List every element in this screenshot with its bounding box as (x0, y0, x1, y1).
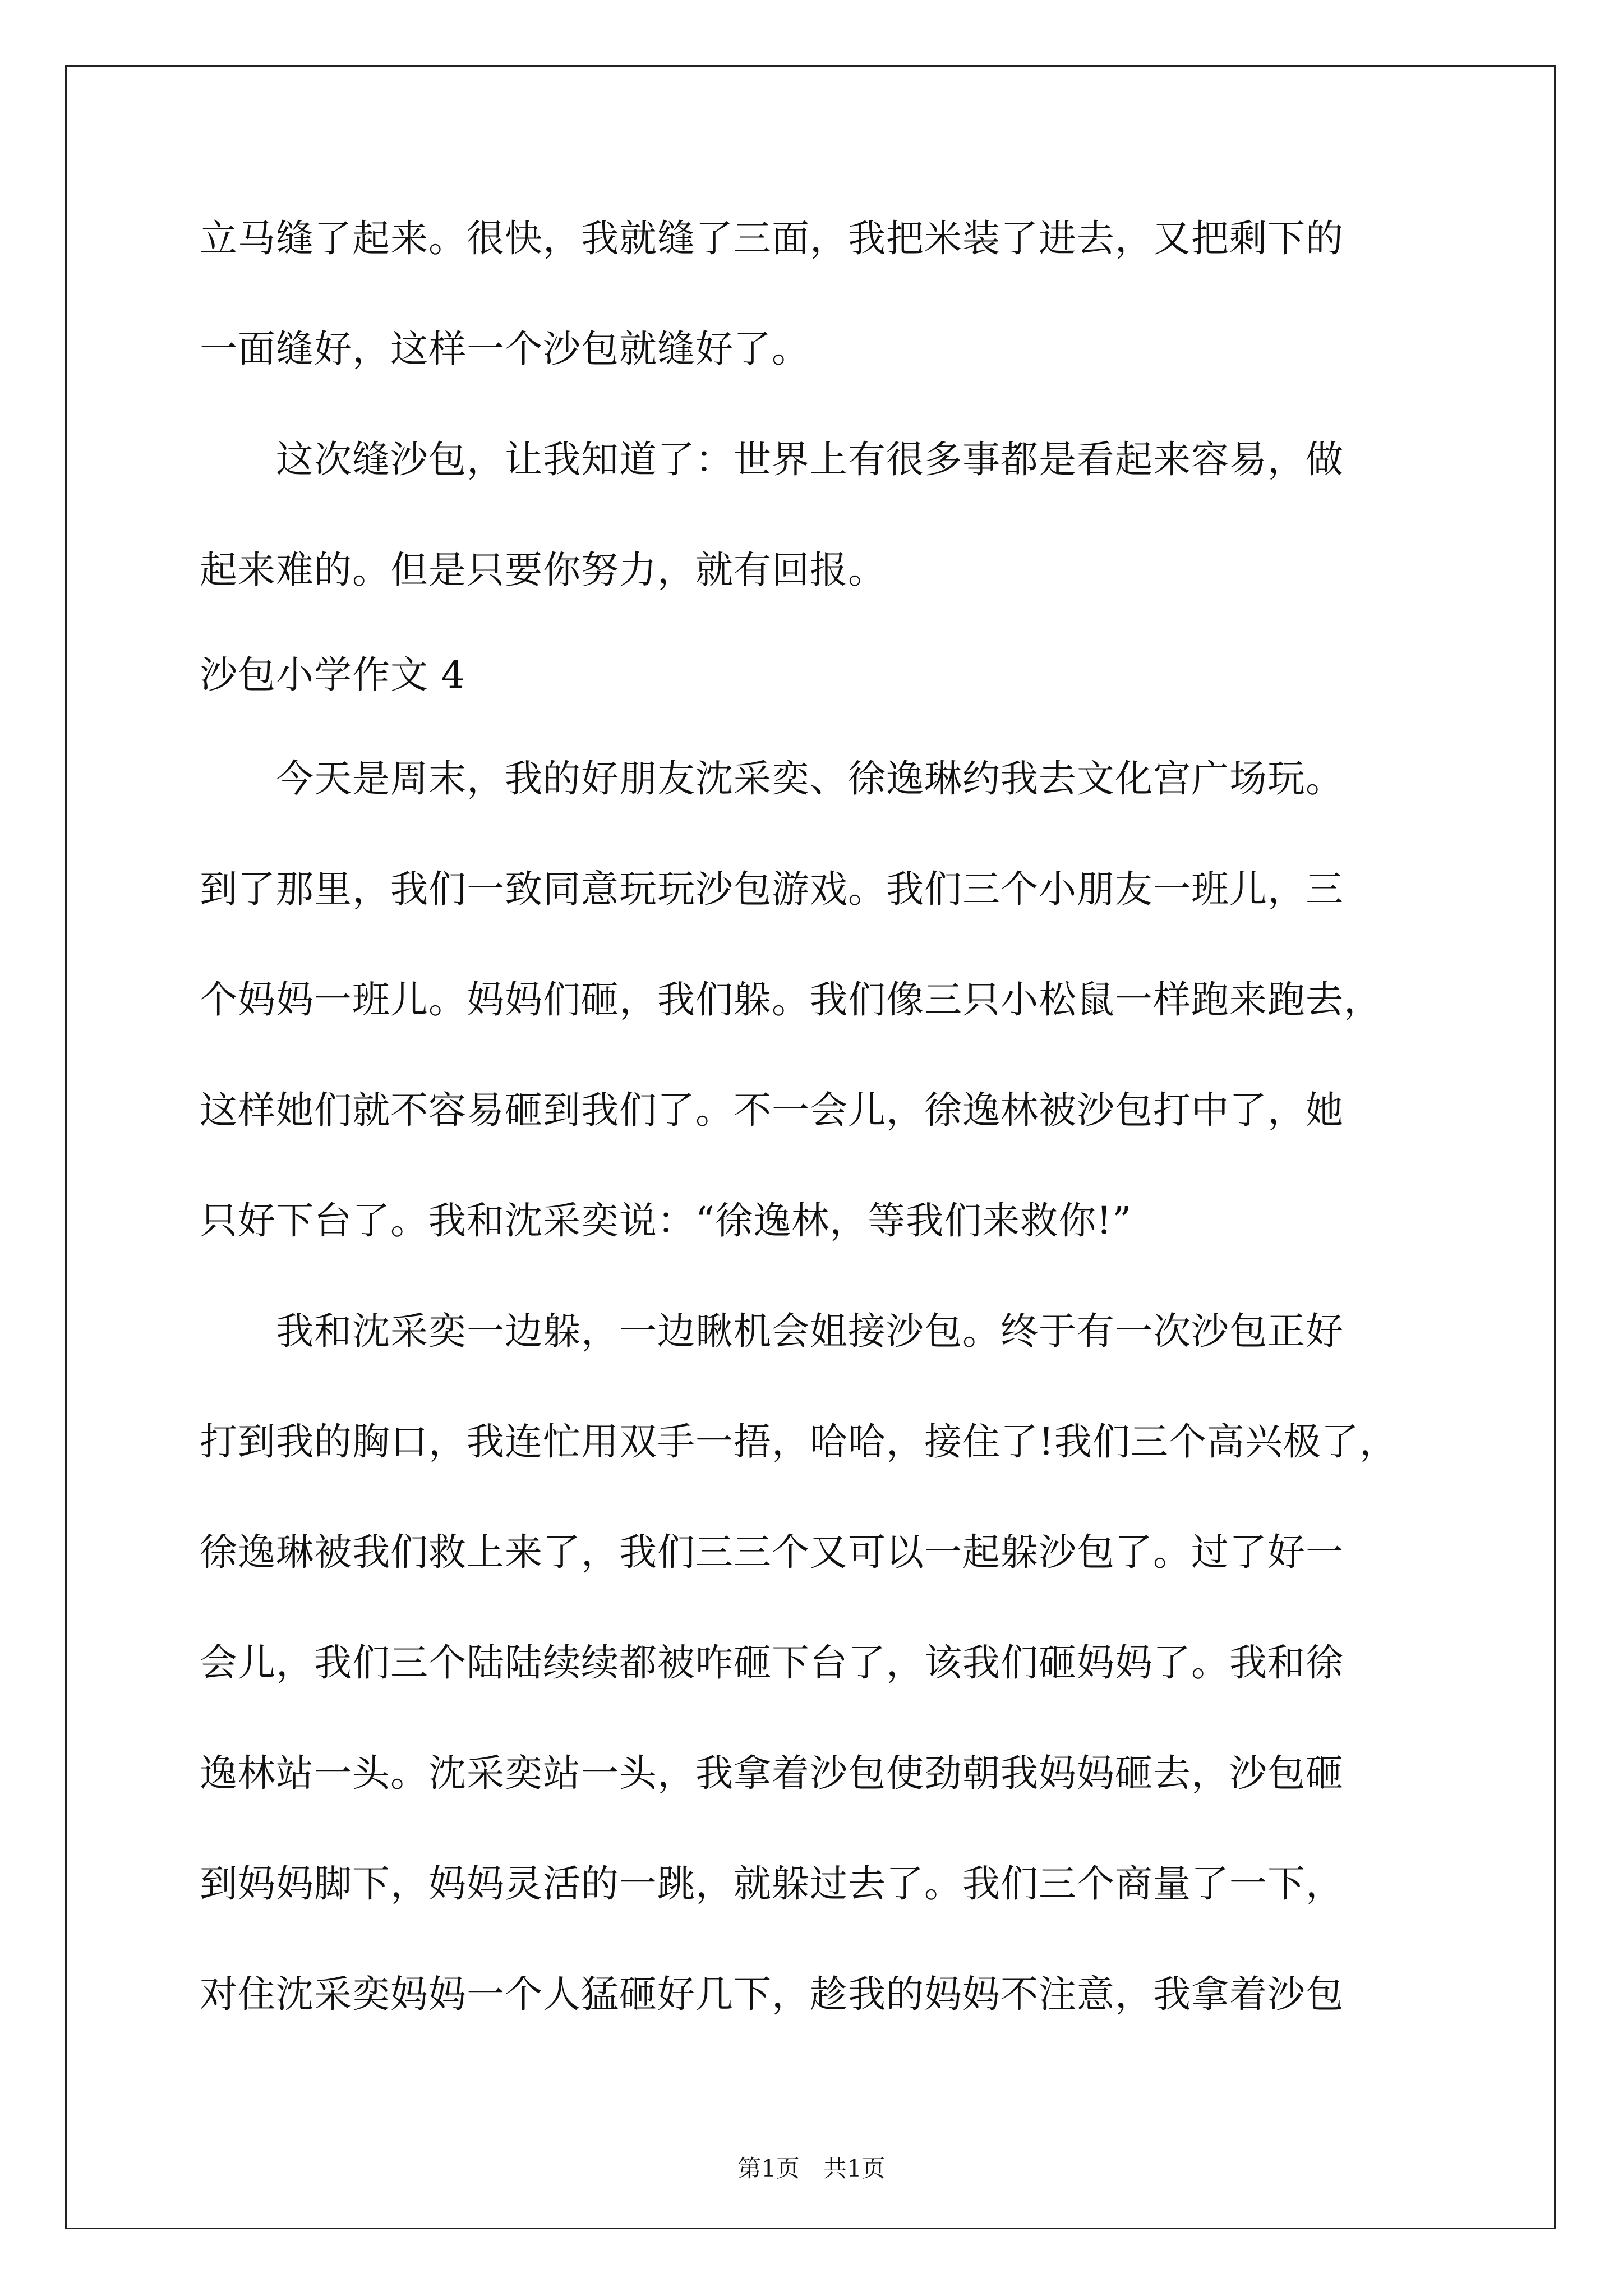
text-line: 这次缝沙包，让我知道了：世界上有很多事都是看起来容易，做 (200, 438, 1344, 481)
text-line: 到妈妈脚下，妈妈灵活的一跳，就躲过去了。我们三个商量了一下， (200, 1862, 1344, 1906)
text-line: 今天是周末，我的好朋友沈采奕、徐逸琳约我去文化宫广场玩。 (200, 757, 1344, 800)
text-line: 到了那里，我们一致同意玩玩沙包游戏。我们三个小朋友一班儿，三 (200, 867, 1344, 911)
text-line: 一面缝好，这样一个沙包就缝好了。 (200, 327, 810, 371)
text-line: 打到我的胸口，我连忙用双手一捂，哈哈，接住了!我们三个高兴极了， (200, 1420, 1398, 1464)
page-footer: 第1页 共1页 (737, 2155, 886, 2182)
text-line: 个妈妈一班儿。妈妈们砸，我们躲。我们像三只小松鼠一样跑来跑去， (200, 978, 1382, 1022)
text-line: 立马缝了起来。很快，我就缝了三面，我把米装了进去，又把剩下的 (200, 217, 1344, 260)
text-line: 会儿，我们三个陆陆续续都被咋砸下台了，该我们砸妈妈了。我和徐 (200, 1641, 1344, 1685)
text-line: 逸林站一头。沈采奕站一头，我拿着沙包使劲朝我妈妈砸去，沙包砸 (200, 1751, 1344, 1795)
text-line: 起来难的。但是只要你努力，就有回报。 (200, 548, 886, 592)
text-line: 徐逸琳被我们救上来了，我们三三个又可以一起躲沙包了。过了好一 (200, 1530, 1344, 1574)
section-heading: 沙包小学作文 4 (200, 653, 465, 697)
text-line: 对住沈采奕妈妈一个人猛砸好几下，趁我的妈妈不注意，我拿着沙包 (200, 1972, 1344, 2016)
text-line: 我和沈采奕一边躲，一边瞅机会姐接沙包。终于有一次沙包正好 (200, 1309, 1344, 1353)
text-line: 只好下台了。我和沈采奕说：“徐逸林，等我们来救你!” (200, 1199, 1132, 1243)
text-line: 这样她们就不容易砸到我们了。不一会儿，徐逸林被沙包打中了，她 (200, 1088, 1344, 1132)
